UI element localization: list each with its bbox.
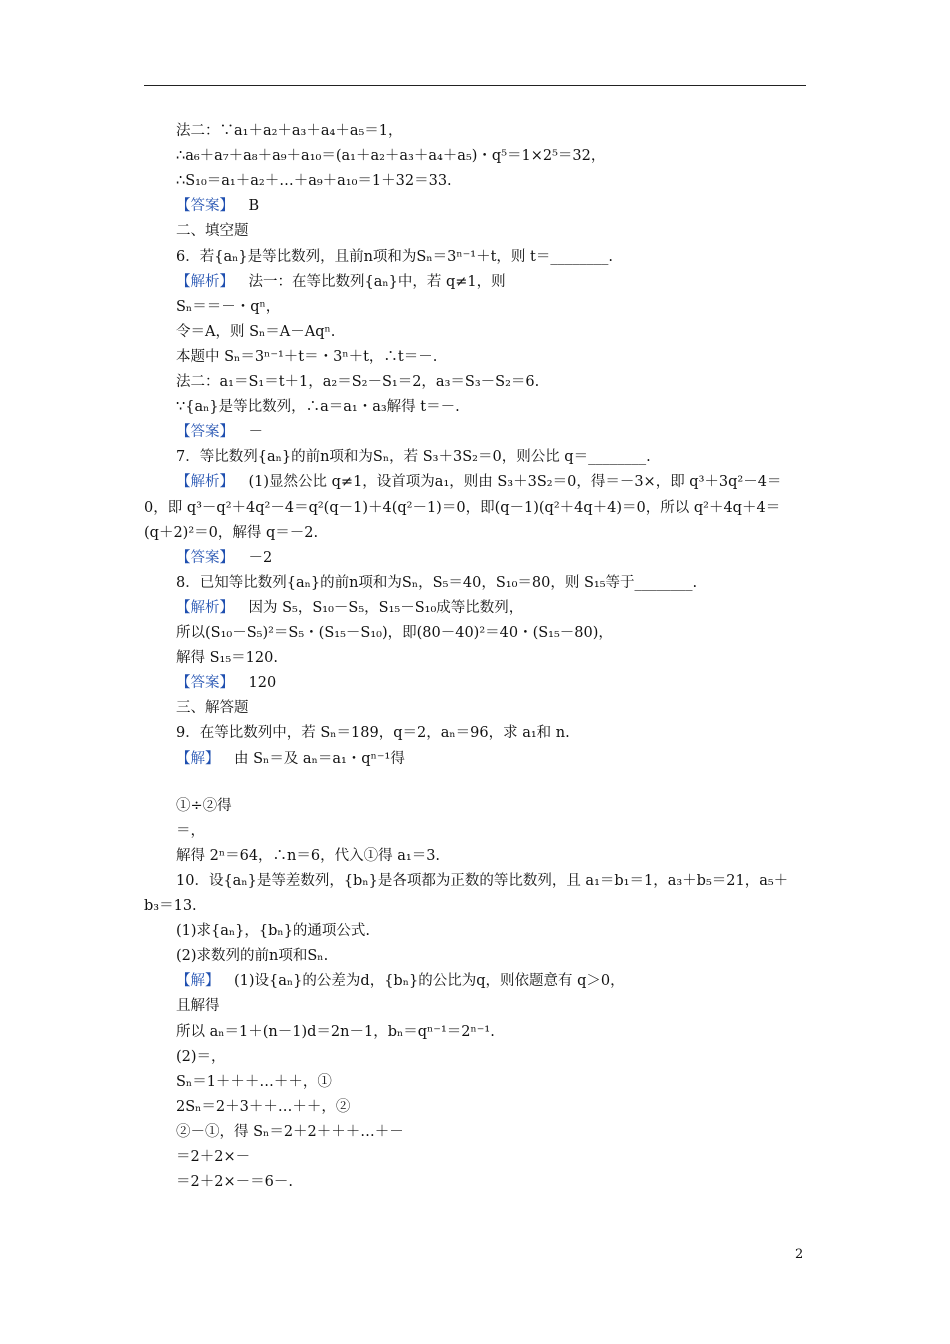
label-answer: 【答案】: [176, 424, 234, 441]
line-text: (1)设{aₙ}的公差为d，{bₙ}的公比为q，则依题意有 q＞0，: [234, 973, 625, 990]
line-text: ∵{aₙ}是等比数列，∴a＝a₁・a₃解得 t＝－.: [176, 399, 460, 416]
line-text: 8．已知等比数列{aₙ}的前n项和为Sₙ，S₅＝40，S₁₀＝80，则 S₁₅等于________.: [176, 574, 698, 591]
text-line: [176, 846, 440, 866]
line-text: 法一：在等比数列{aₙ}中，若 q≠1，则: [248, 273, 506, 290]
line-text: 且解得: [176, 998, 220, 1015]
label-analysis: 【解析】: [176, 273, 234, 290]
line-text: 令＝A，则 Sₙ＝A－Aqⁿ.: [176, 323, 336, 340]
text-line: [176, 1072, 332, 1092]
text-line: [176, 121, 403, 141]
tagged-line: [176, 598, 523, 618]
line-text: (1)求{aₙ}，{bₙ}的通项公式.: [176, 923, 371, 940]
text-line: [176, 723, 570, 743]
label-solution: 【解】: [176, 973, 220, 990]
text-line: [176, 1172, 293, 1192]
text-line: [176, 996, 220, 1016]
tagged-line: [176, 971, 625, 991]
line-text: －2: [248, 549, 273, 566]
text-line: [176, 648, 278, 668]
tagged-line: [176, 422, 263, 442]
line-text: 法二：a₁＝S₁＝t＋1，a₂＝S₂－S₁＝2，a₃＝S₃－S₂＝6.: [176, 374, 540, 390]
line-text: (q＋2)²＝0，解得 q＝－2.: [144, 524, 319, 541]
line-text: (1)显然公比 q≠1，设首项为a₁，则由 S₃＋3S₂＝0，得＝－3×，即 q³＋3q²－4＝: [248, 474, 782, 491]
line-text: ＝2＋2×－＝6－.: [176, 1174, 293, 1191]
line-text: 解得 2ⁿ＝64，∴n＝6，代入①得 a₁＝3.: [176, 847, 441, 864]
line-text: 9．在等比数列中，若 Sₙ＝189，q＝2，aₙ＝96，求 a₁和 n.: [176, 725, 570, 742]
line-text: (2)求数列的前n项和Sₙ.: [176, 948, 329, 965]
line-text: ①÷②得: [176, 797, 232, 814]
text-line: [176, 247, 613, 267]
tagged-line: [176, 272, 506, 292]
tagged-line: [176, 548, 272, 568]
line-text: 法二：∵a₁＋a₂＋a₃＋a₄＋a₅＝1，: [176, 123, 403, 139]
tagged-line: [176, 749, 405, 769]
label-analysis: 【解析】: [176, 599, 234, 616]
label-solution: 【解】: [176, 750, 220, 767]
text-line: [176, 698, 249, 718]
line-text: 10．设{aₙ}是等差数列，{bₙ}是各项都为正数的等比数列，且 a₁＝b₁＝1，a₃＋b₅＝21，a₅＋: [176, 872, 789, 889]
line-text: b₃＝13.: [144, 898, 197, 914]
text-line: [176, 821, 205, 841]
page-number: 2: [795, 1247, 804, 1262]
line-text: 本题中 Sₙ＝3ⁿ⁻¹＋t＝・3ⁿ＋t，∴t＝－.: [176, 348, 438, 365]
text-line: [176, 573, 697, 593]
line-text: 所以 aₙ＝1＋(n－1)d＝2n－1，bₙ＝qⁿ⁻¹＝2ⁿ⁻¹.: [176, 1023, 495, 1040]
line-text: 7．等比数列{aₙ}的前n项和为Sₙ，若 S₃＋3S₂＝0，则公比 q＝________.: [176, 449, 651, 466]
line-text: 解得 S₁₅＝120.: [176, 650, 278, 667]
tagged-line: [176, 673, 276, 693]
label-answer: 【答案】: [176, 198, 234, 215]
text-line: [176, 921, 370, 941]
text-line: [176, 397, 460, 417]
tagged-line: [176, 196, 259, 216]
text-line: [176, 171, 452, 191]
label-answer: 【答案】: [176, 549, 234, 566]
line-text: 2Sₙ＝2＋3＋＋…＋＋，②: [176, 1098, 351, 1115]
text-line: [176, 447, 651, 467]
line-text: 120: [248, 675, 277, 692]
text-line: [144, 498, 780, 518]
text-line: [176, 946, 328, 966]
line-text: 6．若{aₙ}是等比数列，且前n项和为Sₙ＝3ⁿ⁻¹＋t，则 t＝________.: [176, 248, 613, 265]
line-text: 三、解答题: [176, 700, 249, 717]
line-text: 0，即 q³－q²＋4q²－4＝q²(q－1)＋4(q²－1)＝0，即(q－1)(q²＋4q＋4)＝0，所以 q²＋4q＋4＝: [144, 499, 781, 516]
text-line: [176, 1047, 226, 1067]
line-text: －: [248, 424, 263, 441]
header-rule: [144, 85, 806, 86]
text-line: [176, 1097, 350, 1117]
text-line: [176, 1122, 404, 1142]
text-line: [176, 372, 539, 392]
line-text: ②－①，得 Sₙ＝2＋2＋＋＋…＋－: [176, 1123, 404, 1140]
label-answer: 【答案】: [176, 675, 234, 692]
text-line: [176, 322, 335, 342]
line-text: ＝，: [176, 822, 205, 839]
line-text: ∴S₁₀＝a₁＋a₂＋…＋a₉＋a₁₀＝1＋32＝33.: [176, 173, 452, 190]
line-text: 二、填空题: [176, 223, 249, 240]
text-line: [144, 523, 318, 543]
line-text: B: [248, 198, 260, 215]
line-text: ∴a₆＋a₇＋a₈＋a₉＋a₁₀＝(a₁＋a₂＋a₃＋a₄＋a₅)・q⁵＝1×2⁵＝32，: [176, 148, 606, 165]
line-text: 所以(S₁₀－S₅)²＝S₅・(S₁₅－S₁₀)，即(80－40)²＝40・(S₁₅－80)，: [176, 625, 613, 641]
text-line: [176, 297, 280, 317]
line-text: 由 Sₙ＝及 aₙ＝a₁・qⁿ⁻¹得: [234, 750, 405, 767]
text-line: [176, 623, 613, 643]
line-text: Sₙ＝1＋＋＋…＋＋，①: [176, 1073, 332, 1090]
text-line: [176, 1147, 250, 1167]
text-line: [176, 347, 437, 367]
text-line: [176, 796, 232, 816]
text-line: [176, 1022, 495, 1042]
text-line: [176, 146, 605, 166]
text-line: [176, 221, 249, 241]
line-text: (2)＝，: [176, 1048, 226, 1065]
text-line: [176, 871, 788, 891]
line-text: 因为 S₅，S₁₀－S₅，S₁₅－S₁₀成等比数列，: [248, 599, 524, 616]
line-text: Sₙ＝＝－・qⁿ，: [176, 298, 281, 315]
label-analysis: 【解析】: [176, 474, 234, 491]
line-text: ＝2＋2×－: [176, 1149, 251, 1165]
tagged-line: [176, 472, 781, 492]
text-line: [144, 896, 197, 916]
